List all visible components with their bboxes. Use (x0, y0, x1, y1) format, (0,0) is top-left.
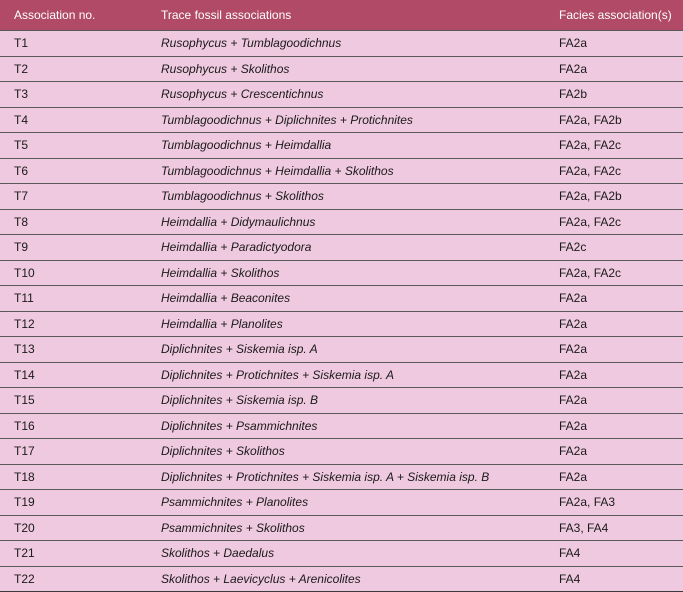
header-association-no: Association no. (0, 0, 147, 31)
association-no-cell: T4 (0, 107, 147, 133)
trace-fossil-cell: Tumblagoodichnus + Skolithos (147, 184, 545, 210)
trace-fossil-cell: Psammichnites + Planolites (147, 490, 545, 516)
association-no-cell: T5 (0, 133, 147, 159)
trace-fossil-cell: Skolithos + Daedalus (147, 541, 545, 567)
association-no-cell: T20 (0, 515, 147, 541)
trace-fossil-cell: Rusophycus + Crescentichnus (147, 82, 545, 108)
table-row (0, 362, 683, 388)
trace-fossil-cell: Rusophycus + Skolithos (147, 56, 545, 82)
facies-cell: FA2a (545, 362, 683, 388)
association-no-cell: T6 (0, 158, 147, 184)
table-row (0, 133, 683, 159)
table-row (0, 337, 683, 363)
trace-fossil-cell: Heimdallia + Planolites (147, 311, 545, 337)
facies-cell: FA2a, FA2b (545, 184, 683, 210)
association-no-cell: T21 (0, 541, 147, 567)
facies-cell: FA2a (545, 413, 683, 439)
facies-cell: FA3, FA4 (545, 515, 683, 541)
facies-cell: FA2b (545, 82, 683, 108)
facies-cell: FA2a (545, 464, 683, 490)
header-trace-fossil-associations: Trace fossil associations (147, 0, 545, 31)
association-no-cell: T14 (0, 362, 147, 388)
facies-cell: FA2a, FA2c (545, 260, 683, 286)
table-row (0, 260, 683, 286)
association-no-cell: T2 (0, 56, 147, 82)
facies-cell: FA2a, FA2c (545, 209, 683, 235)
trace-fossil-cell: Heimdallia + Paradictyodora (147, 235, 545, 261)
facies-cell: FA2c (545, 235, 683, 261)
facies-cell: FA2a (545, 286, 683, 312)
table-row (0, 490, 683, 516)
table-row (0, 439, 683, 465)
association-no-cell: T10 (0, 260, 147, 286)
trace-fossil-cell: Diplichnites + Protichnites + Siskemia isp. A (147, 362, 545, 388)
facies-cell: FA2a, FA3 (545, 490, 683, 516)
association-no-cell: T15 (0, 388, 147, 414)
association-no-cell: T12 (0, 311, 147, 337)
facies-cell: FA2a, FA2c (545, 158, 683, 184)
header-facies-associations: Facies association(s) (545, 0, 683, 31)
association-no-cell: T13 (0, 337, 147, 363)
table-row (0, 515, 683, 541)
table-row (0, 31, 683, 57)
table-row (0, 184, 683, 210)
table-row (0, 107, 683, 133)
table-row (0, 413, 683, 439)
table-row (0, 541, 683, 567)
table-row (0, 56, 683, 82)
association-no-cell: T18 (0, 464, 147, 490)
header-row (0, 0, 683, 31)
trace-fossil-cell: Tumblagoodichnus + Heimdallia + Skolithos (147, 158, 545, 184)
facies-cell: FA2a (545, 311, 683, 337)
association-no-cell: T22 (0, 566, 147, 592)
trace-fossil-cell: Diplichnites + Siskemia isp. B (147, 388, 545, 414)
table-row (0, 209, 683, 235)
trace-fossil-cell: Tumblagoodichnus + Diplichnites + Protichnites (147, 107, 545, 133)
table-row (0, 158, 683, 184)
table-row (0, 82, 683, 108)
facies-cell: FA2a (545, 56, 683, 82)
table-row (0, 566, 683, 592)
trace-fossil-cell: Heimdallia + Skolithos (147, 260, 545, 286)
trace-fossil-cell: Diplichnites + Siskemia isp. A (147, 337, 545, 363)
trace-fossil-cell: Heimdallia + Didymaulichnus (147, 209, 545, 235)
facies-cell: FA4 (545, 541, 683, 567)
trace-fossil-cell: Diplichnites + Protichnites + Siskemia isp. A + Siskemia isp. B (147, 464, 545, 490)
facies-cell: FA2a (545, 31, 683, 57)
table-row (0, 464, 683, 490)
facies-cell: FA2a, FA2b (545, 107, 683, 133)
trace-fossil-cell: Diplichnites + Skolithos (147, 439, 545, 465)
trace-fossil-cell: Psammichnites + Skolithos (147, 515, 545, 541)
table-row (0, 388, 683, 414)
trace-fossil-cell: Heimdallia + Beaconites (147, 286, 545, 312)
trace-fossil-cell: Skolithos + Laevicyclus + Arenicolites (147, 566, 545, 592)
facies-cell: FA2a, FA2c (545, 133, 683, 159)
table-header (0, 0, 683, 31)
association-no-cell: T17 (0, 439, 147, 465)
trace-fossil-cell: Diplichnites + Psammichnites (147, 413, 545, 439)
table-row (0, 286, 683, 312)
table-row (0, 235, 683, 261)
association-no-cell: T16 (0, 413, 147, 439)
facies-cell: FA4 (545, 566, 683, 592)
association-no-cell: T8 (0, 209, 147, 235)
association-no-cell: T19 (0, 490, 147, 516)
association-no-cell: T11 (0, 286, 147, 312)
facies-cell: FA2a (545, 388, 683, 414)
table-row (0, 311, 683, 337)
trace-fossil-cell: Rusophycus + Tumblagoodichnus (147, 31, 545, 57)
trace-fossil-cell: Tumblagoodichnus + Heimdallia (147, 133, 545, 159)
table-body (0, 31, 683, 592)
association-no-cell: T7 (0, 184, 147, 210)
facies-cell: FA2a (545, 337, 683, 363)
facies-cell: FA2a (545, 439, 683, 465)
association-no-cell: T1 (0, 31, 147, 57)
association-no-cell: T3 (0, 82, 147, 108)
association-no-cell: T9 (0, 235, 147, 261)
